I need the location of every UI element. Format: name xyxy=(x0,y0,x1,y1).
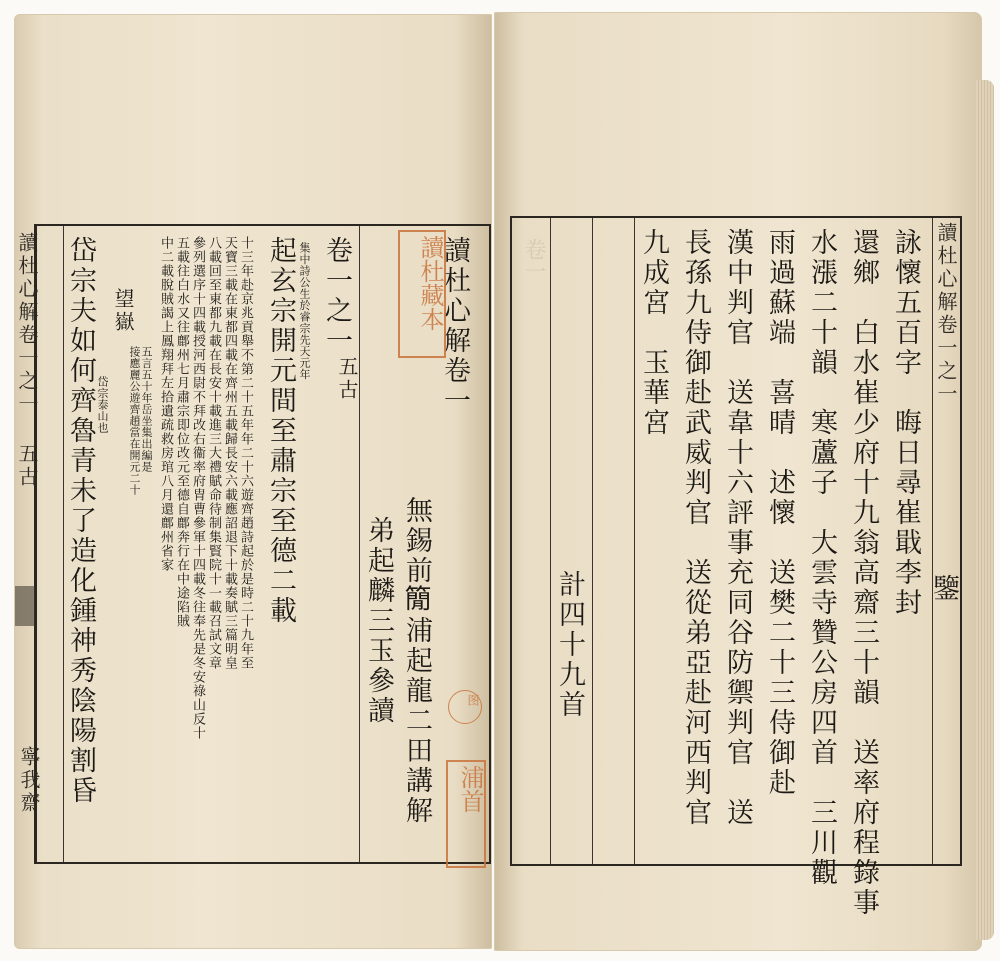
left-folio: 寧我齋 xyxy=(17,746,41,815)
column-rule xyxy=(592,218,593,864)
poem-count: 計四十九首 xyxy=(554,570,585,720)
era-heading: 起玄宗開元間至肅宗至德二載 xyxy=(265,236,296,626)
cut-off-character: 鑒 xyxy=(928,574,959,604)
section-suffix: 五古 xyxy=(335,356,359,402)
era-note: 集中詩公生於睿宗先天元年 xyxy=(298,242,311,380)
column-rule xyxy=(550,218,551,864)
column-rule xyxy=(634,218,635,864)
chronology-line-5: 五載往白水又往鄜州七月肅宗即位改元至德自鄜奔行在中途陷賊 xyxy=(174,236,189,628)
right-page-text-frame xyxy=(510,216,962,918)
round-seal: 图 xyxy=(448,690,482,724)
margin-rule xyxy=(63,226,64,862)
poem-note: 岱宗泰山也 xyxy=(96,376,109,434)
proofreader-line: 弟起麟三玉參讀 xyxy=(363,516,394,726)
author-line: 無錫前𥳑浦起龍二田講解 xyxy=(401,496,432,826)
toc-column-3: 水漲二十韻 寒蘆子 大雲寺贊公房四首 三川觀 xyxy=(806,228,837,888)
poem-text: 岱宗夫如何齊魯青未了造化鍾神秀陰陽割昏 xyxy=(65,236,96,806)
page-edges xyxy=(976,80,994,940)
toc-column-7: 九成宮 玉華宮 xyxy=(638,228,669,438)
name-seal: 浦首 xyxy=(446,760,486,868)
left-margin-column: 讀杜心解卷一之一 五古 xyxy=(15,232,39,489)
poem-title-note-1: 五言五十年岳坐集出編是 xyxy=(140,346,153,473)
ink-stain xyxy=(15,586,35,626)
toc-column-2: 還鄉 白水崔少府十九翁高齋三十韻 送率府程錄事 xyxy=(848,228,879,918)
column-rule xyxy=(359,226,360,862)
ink-bleed: 卷一 xyxy=(521,238,546,282)
toc-column-1: 詠懷五百字 晦日尋崔戢李封 xyxy=(890,228,921,618)
poem-title: 望嶽 xyxy=(111,288,135,334)
section-label: 卷一之一 xyxy=(321,236,352,356)
chronology-line-3: 八載回至東都九載在長安十載進三大禮賦命待制集賢院十一載召試文章 xyxy=(206,236,221,670)
book-title: 讀杜心解卷一 xyxy=(439,236,470,416)
collector-seal: 讀杜藏本 xyxy=(398,230,446,358)
chronology-line-6: 中二載脫賊謁上鳳翔拜左拾遺疏救房琯八月還鄜州省家 xyxy=(158,236,173,572)
toc-column-4: 雨過蘇端 喜晴 述懷 送樊二十三侍御赴 xyxy=(764,228,795,798)
right-margin-column: 讀杜心解卷一之一 xyxy=(934,222,958,406)
chronology-line-1: 十三年赴京兆貢舉不第二十五年年二十六遊齊趙詩起於是時二十九年至 xyxy=(238,236,253,670)
chronology-line-4: 參列選序十四載授河西尉不拜改右衞率府胄曹參軍十四載冬往奉先是冬安祿山反十 xyxy=(190,236,205,740)
margin-rule xyxy=(932,218,933,864)
chronology-line-2: 天寶三載在東都四載在齊州五載歸長安六載應詔退下十載奏賦三篇明皇 xyxy=(222,236,237,670)
toc-column-5: 漢中判官 送韋十六評事充同谷防禦判官 送 xyxy=(722,228,753,828)
toc-column-6: 長孫九侍御赴武威判官 送從弟亞赴河西判官 xyxy=(680,228,711,828)
poem-title-note-2: 接應麗公遊齊趙當在開元二十 xyxy=(128,346,141,496)
